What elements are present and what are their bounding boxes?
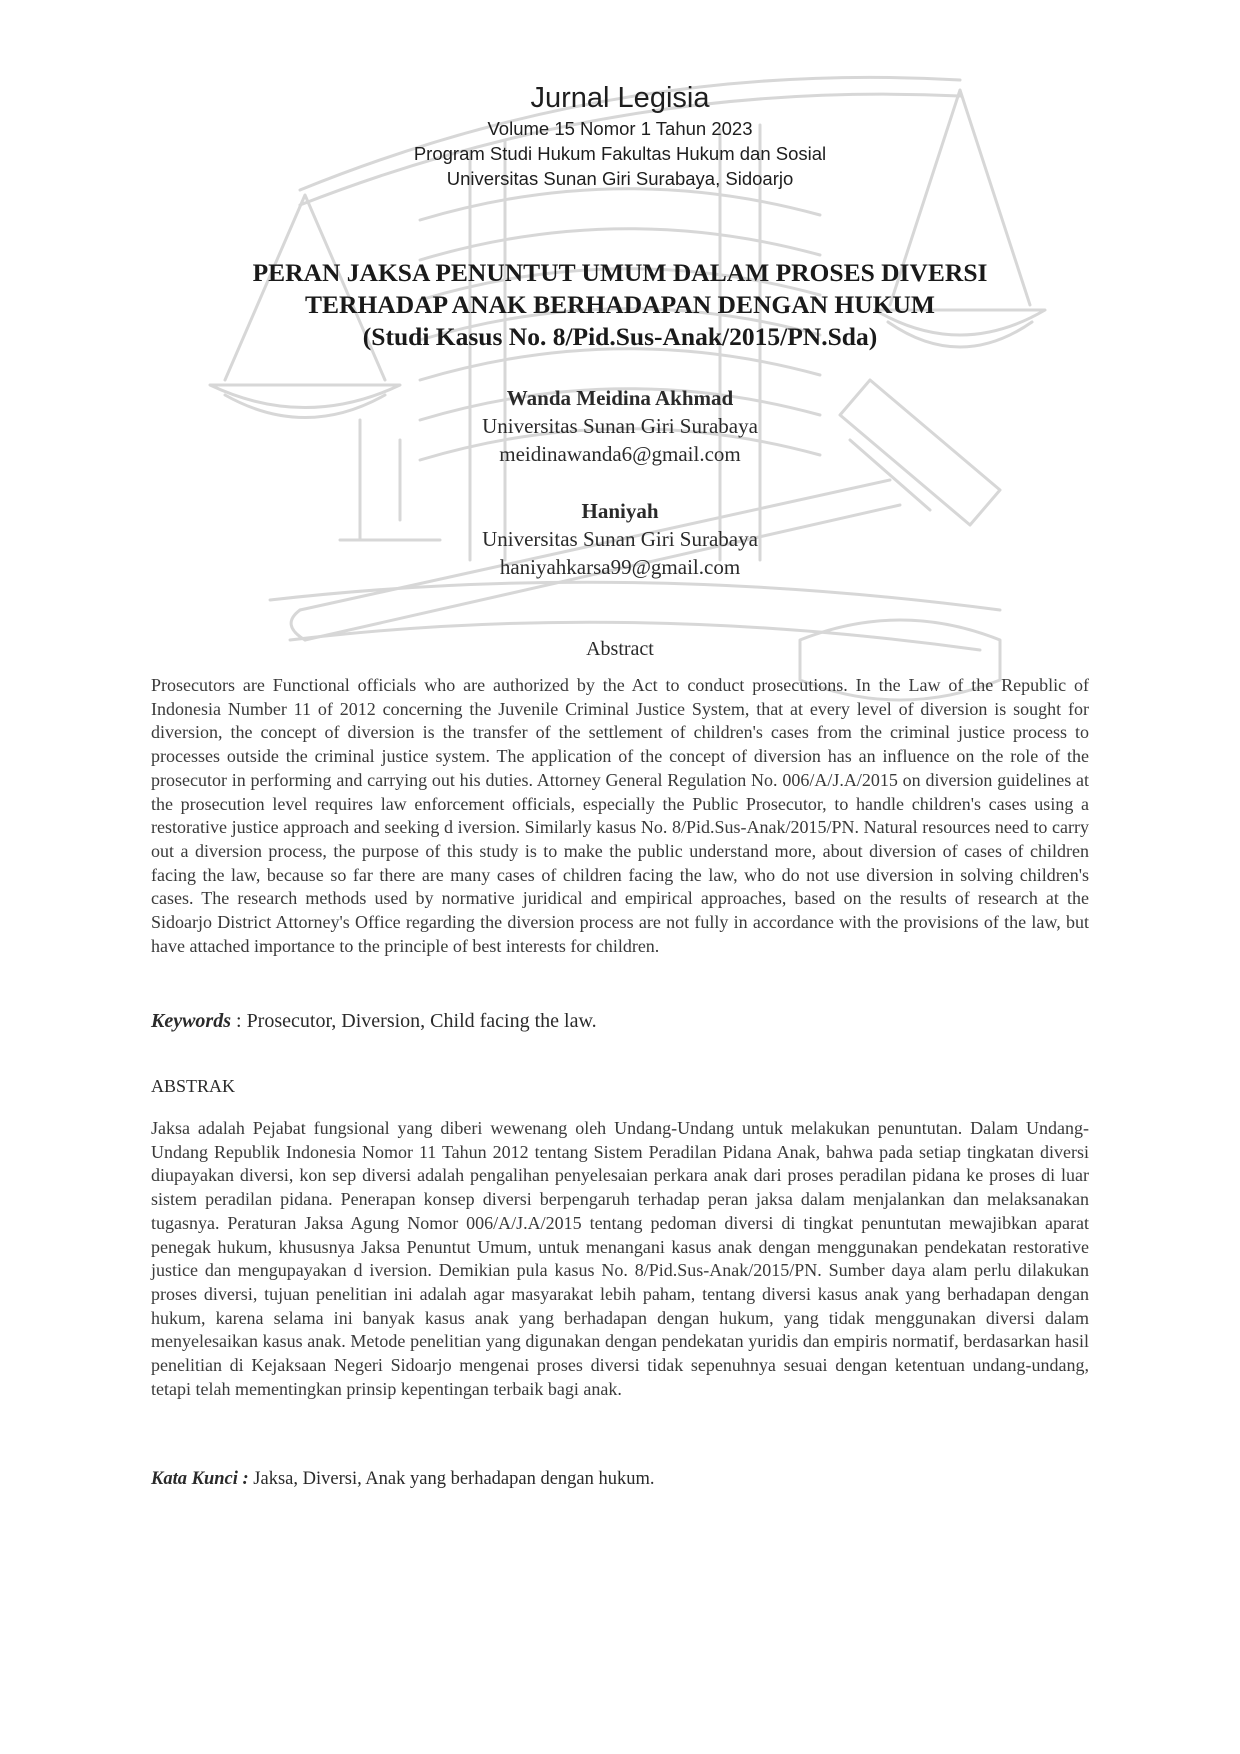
kata-kunci-label: Kata Kunci : bbox=[151, 1469, 249, 1489]
keywords-value: Prosecutor, Diversion, Child facing the law. bbox=[246, 1010, 597, 1032]
title-line-1: PERAN JAKSA PENUNTUT UMUM DALAM PROSES DIVERSI bbox=[252, 258, 988, 287]
author-email: meidinawanda6@gmail.com bbox=[499, 442, 741, 466]
abstract-text: Prosecutors are Functional officials who are authorized by the Act to conduct prosecutions. In the Law of the Republic of Indonesia Number 11 of 2012 concerning the Juvenile Criminal Justice System, that at every level of diversion is sought for diversion, the concept of diversion is the transfer of the settlement of children's cases from the criminal justice process to processes outside the criminal justice system. The application of the concept of diversion has an influence on the role of the prosecutor in performing and carrying out his duties. Attorney General Regulation No. 006/A/J.A/2015 on diversion guidelines at the prosecution level requires law enforcement officials, especially the Public Prosecutor, to handle children's cases using a restorative justice approach and seeking d iversion. Similarly kasus No. 8/Pid.Sus-Anak/2015/PN. Natural resources need to carry out a diversion process, the purpose of this study is to make the public understand more, about diversion of cases of children facing the law, because so far there are many cases of children facing the law, who do not use diversion in solving children's cases. The research methods used by normative juridical and empirical approaches, based on the results of research at the Sidoarjo District Attorney's Office regarding the diversion process are not fully in accordance with the provisions of the law, but have attached importance to the principle of best interests for children. bbox=[151, 675, 1089, 956]
author-affiliation: Universitas Sunan Giri Surabaya bbox=[482, 414, 758, 438]
abstrak-heading: ABSTRAK bbox=[151, 1076, 236, 1096]
journal-volume: Volume 15 Nomor 1 Tahun 2023 bbox=[487, 118, 753, 139]
keywords-separator: : bbox=[231, 1010, 247, 1032]
journal-university: Universitas Sunan Giri Surabaya, Sidoarjo bbox=[446, 168, 794, 189]
keywords-label: Keywords bbox=[151, 1010, 231, 1032]
keywords bbox=[151, 1008, 1089, 1034]
kata-kunci-value: Jaksa, Diversi, Anak yang berhadapan dengan hukum. bbox=[248, 1469, 655, 1489]
author-email: haniyahkarsa99@gmail.com bbox=[499, 555, 741, 579]
author-block-2 bbox=[0, 497, 1240, 581]
title-line-2: TERHADAP ANAK BERHADAPAN DENGAN HUKUM bbox=[305, 290, 935, 319]
journal-program: Program Studi Hukum Fakultas Hukum dan Sosial bbox=[413, 143, 827, 164]
kata-kunci bbox=[151, 1467, 1089, 1491]
author-name: Wanda Meidina Akhmad bbox=[506, 386, 734, 410]
author-name: Haniyah bbox=[581, 499, 659, 523]
author-block-1 bbox=[0, 384, 1240, 468]
title-line-3: (Studi Kasus No. 8/Pid.Sus-Anak/2015/PN.Sda) bbox=[362, 322, 878, 351]
journal-header bbox=[0, 80, 1240, 191]
journal-name: Jurnal Legisia bbox=[530, 82, 710, 114]
paper-title bbox=[150, 257, 1090, 353]
abstrak-text: Jaksa adalah Pejabat fungsional yang diberi wewenang oleh Undang-Undang untuk melakukan penuntutan. Dalam Undang-Undang Republik Indonesia Nomor 11 Tahun 2012 tentang Sistem Peradilan Pidana Anak, bahwa pada setiap tingkatan diversi diupayakan diversi, kon sep diversi adalah pengalihan penyelesaian perkara anak dari proses peradilan pidana ke proses di luar sistem peradilan pidana. Penerapan konsep diversi berpengaruh terhadap peran jaksa dalam menjalankan dan melaksanakan tugasnya. Peraturan Jaksa Agung Nomor 006/A/J.A/2015 tentang pedoman diversi di tingkat penuntutan mewajibkan aparat penegak hukum, khususnya Jaksa Penuntut Umum, untuk menangani kasus anak dengan menggunakan pendekatan restorative justice dan mengupayakan d iversion. Demikian pula kasus No. 8/Pid.Sus-Anak/2015/PN. Sumber daya alam perlu dilakukan proses diversi, tujuan penelitian ini adalah agar masyarakat lebih paham, tentang diversi kasus anak yang berhadapan dengan hukum, karena selama ini banyak kasus anak yang berhadapan dengan hukum, yang tidak menggunakan diversi dalam menyelesaikan kasus anak. Metode penelitian yang digunakan dengan pendekatan yuridis dan empiris normatif, berdasarkan hasil penelitian di Kejaksaan Negeri Sidoarjo mengenai proses diversi tidak sepenuhnya sesuai dengan ketentuan undang-undang, tetapi telah mementingkan prinsip kepentingan terbaik bagi anak. bbox=[151, 1118, 1089, 1399]
abstract-heading: Abstract bbox=[586, 638, 654, 660]
author-affiliation: Universitas Sunan Giri Surabaya bbox=[482, 527, 758, 551]
